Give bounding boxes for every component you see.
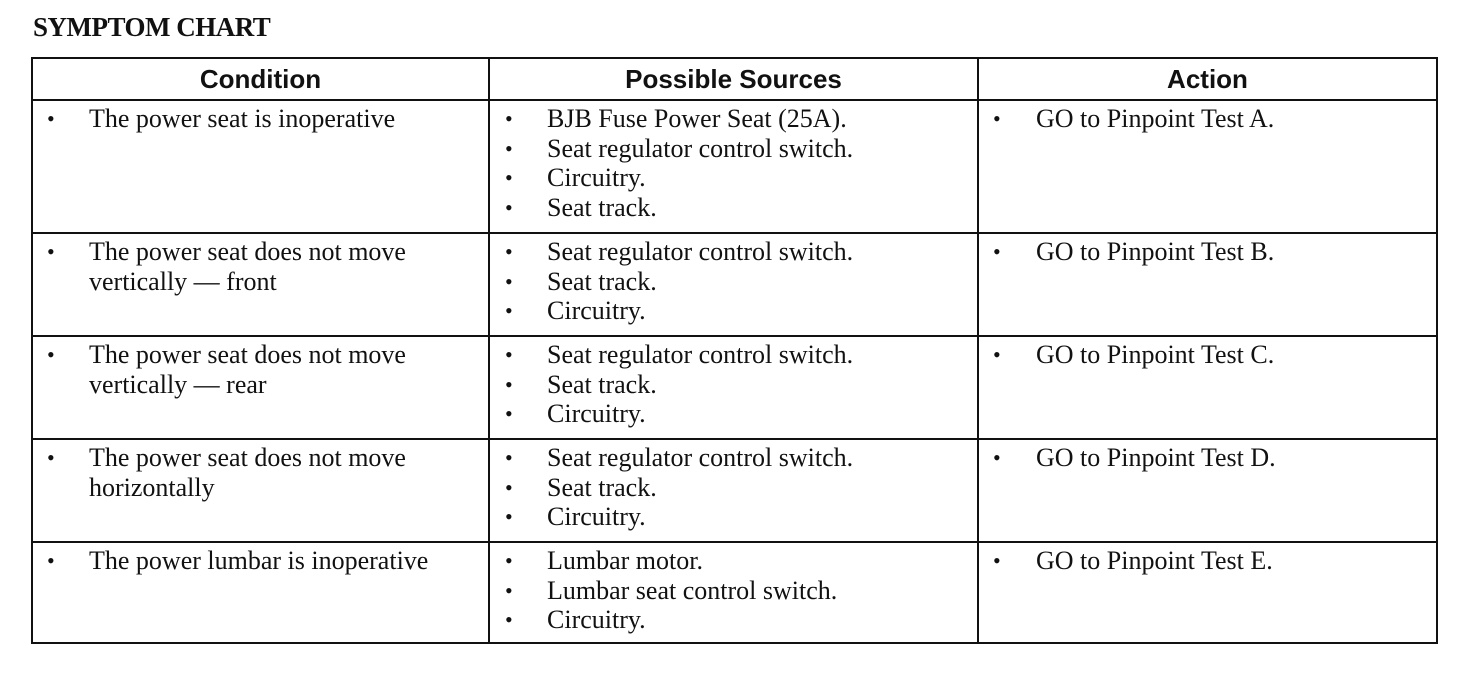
action-item bbox=[979, 443, 1436, 473]
source-item bbox=[490, 104, 977, 134]
header-action: Action bbox=[978, 58, 1437, 100]
condition-item bbox=[33, 443, 488, 502]
source-text: Circuitry. bbox=[547, 163, 646, 192]
bullet-icon: • bbox=[47, 106, 55, 131]
condition-item bbox=[33, 104, 488, 134]
action-cell bbox=[978, 439, 1437, 542]
bullet-icon: • bbox=[505, 165, 513, 190]
condition-text: The power seat does not move vertically — rear bbox=[89, 340, 406, 399]
table-row bbox=[32, 336, 1437, 439]
bullet-icon: • bbox=[993, 239, 1001, 264]
source-item bbox=[490, 370, 977, 400]
source-item bbox=[490, 163, 977, 193]
action-item bbox=[979, 546, 1436, 576]
bullet-icon: • bbox=[993, 106, 1001, 131]
action-cell bbox=[978, 336, 1437, 439]
source-item bbox=[490, 605, 977, 635]
source-item bbox=[490, 193, 977, 223]
source-text: Seat track. bbox=[547, 472, 657, 502]
source-item bbox=[490, 399, 977, 429]
bullet-icon: • bbox=[505, 474, 513, 500]
table-header-row bbox=[32, 58, 1437, 100]
source-item bbox=[490, 134, 977, 164]
bullet-icon: • bbox=[505, 445, 513, 470]
bullet-icon: • bbox=[505, 577, 513, 603]
sources-cell bbox=[489, 542, 978, 643]
source-text: Seat track. bbox=[547, 192, 657, 222]
action-text: GO to Pinpoint Test C. bbox=[1036, 340, 1275, 369]
source-text: Seat regulator control switch. bbox=[547, 133, 854, 163]
bullet-icon: • bbox=[993, 342, 1001, 367]
source-text: Seat track. bbox=[547, 369, 657, 399]
bullet-icon: • bbox=[993, 548, 1001, 573]
condition-item bbox=[33, 546, 488, 576]
action-item bbox=[979, 237, 1436, 267]
condition-item bbox=[33, 340, 488, 399]
bullet-icon: • bbox=[505, 504, 513, 529]
bullet-icon: • bbox=[47, 239, 55, 264]
condition-text: The power seat does not move horizontally bbox=[89, 443, 406, 502]
source-item bbox=[490, 473, 977, 503]
source-text: Seat track. bbox=[547, 266, 657, 296]
action-item bbox=[979, 340, 1436, 370]
bullet-icon: • bbox=[47, 445, 55, 470]
bullet-icon: • bbox=[505, 135, 513, 161]
source-text: Circuitry. bbox=[547, 502, 646, 531]
source-item bbox=[490, 340, 977, 370]
table-row bbox=[32, 233, 1437, 336]
sources-cell bbox=[489, 233, 978, 336]
table-row bbox=[32, 100, 1437, 233]
condition-cell bbox=[32, 336, 489, 439]
symptom-table bbox=[31, 57, 1438, 644]
bullet-icon: • bbox=[505, 607, 513, 632]
action-text: GO to Pinpoint Test E. bbox=[1036, 546, 1273, 575]
condition-text: The power seat does not move vertically — front bbox=[89, 237, 406, 296]
condition-item bbox=[33, 237, 488, 296]
condition-cell bbox=[32, 439, 489, 542]
source-item bbox=[490, 546, 977, 576]
source-item bbox=[490, 267, 977, 297]
source-item bbox=[490, 443, 977, 473]
condition-text: The power lumbar is inoperative bbox=[89, 546, 429, 575]
source-text: BJB Fuse Power Seat (25A). bbox=[547, 104, 847, 133]
source-text: Circuitry. bbox=[547, 605, 646, 634]
bullet-icon: • bbox=[505, 298, 513, 323]
bullet-icon: • bbox=[505, 548, 513, 573]
condition-cell bbox=[32, 233, 489, 336]
page-title: SYMPTOM CHART bbox=[33, 12, 271, 42]
bullet-icon: • bbox=[505, 239, 513, 264]
bullet-icon: • bbox=[505, 194, 513, 220]
source-item bbox=[490, 576, 977, 606]
source-text: Circuitry. bbox=[547, 399, 646, 428]
source-item bbox=[490, 502, 977, 532]
action-text: GO to Pinpoint Test D. bbox=[1036, 443, 1276, 472]
action-text: GO to Pinpoint Test A. bbox=[1036, 104, 1275, 133]
action-cell bbox=[978, 100, 1437, 233]
table-row bbox=[32, 542, 1437, 643]
bullet-icon: • bbox=[505, 371, 513, 397]
header-condition: Condition bbox=[32, 58, 489, 100]
source-text: Lumbar motor. bbox=[547, 546, 703, 575]
source-text: Seat regulator control switch. bbox=[547, 443, 854, 472]
sources-cell bbox=[489, 100, 978, 233]
bullet-icon: • bbox=[505, 106, 513, 131]
source-item bbox=[490, 237, 977, 267]
condition-cell bbox=[32, 100, 489, 233]
bullet-icon: • bbox=[505, 401, 513, 426]
condition-text: The power seat is inoperative bbox=[89, 104, 396, 133]
sources-cell bbox=[489, 336, 978, 439]
action-cell bbox=[978, 233, 1437, 336]
source-text: Seat regulator control switch. bbox=[547, 340, 854, 369]
action-text: GO to Pinpoint Test B. bbox=[1036, 237, 1275, 266]
condition-cell bbox=[32, 542, 489, 643]
source-text: Seat regulator control switch. bbox=[547, 237, 854, 266]
source-item bbox=[490, 296, 977, 326]
table-row bbox=[32, 439, 1437, 542]
bullet-icon: • bbox=[993, 445, 1001, 470]
bullet-icon: • bbox=[505, 268, 513, 294]
source-text: Lumbar seat control switch. bbox=[547, 575, 838, 605]
bullet-icon: • bbox=[47, 342, 55, 367]
sources-cell bbox=[489, 439, 978, 542]
header-possible-sources: Possible Sources bbox=[489, 58, 978, 100]
source-text: Circuitry. bbox=[547, 296, 646, 325]
action-cell bbox=[978, 542, 1437, 643]
bullet-icon: • bbox=[505, 342, 513, 367]
action-item bbox=[979, 104, 1436, 134]
bullet-icon: • bbox=[47, 548, 55, 573]
